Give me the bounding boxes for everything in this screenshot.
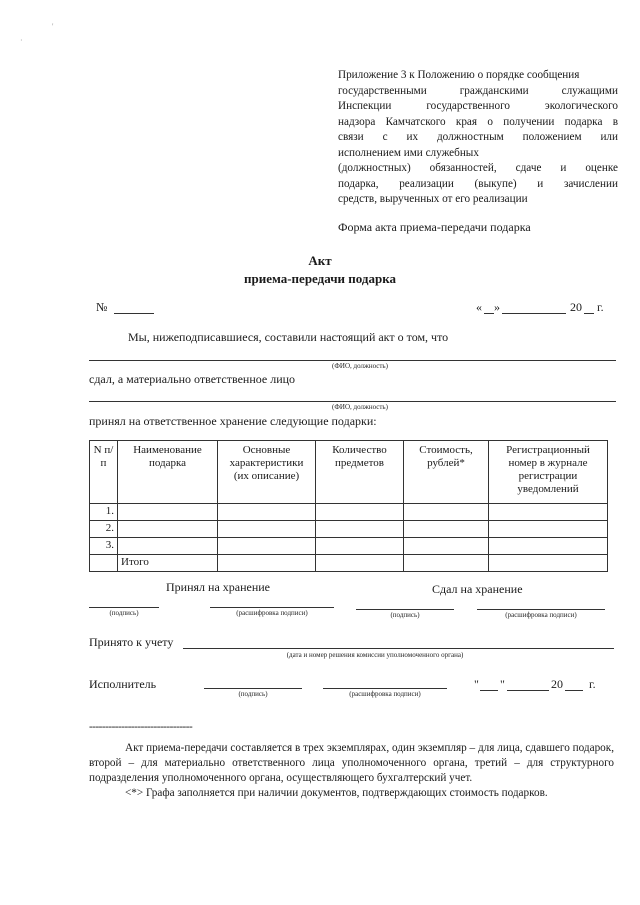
col-header-characteristics: Основные характеристики (их описание) (218, 441, 316, 504)
footnote-separator: -------------------------------- (89, 721, 193, 733)
gifts-table (89, 440, 608, 572)
handed-signature-field[interactable] (356, 609, 454, 610)
accepted-signature-field[interactable] (89, 607, 159, 608)
table-cell[interactable] (316, 555, 404, 572)
scan-mark: · (20, 36, 23, 45)
table-cell[interactable] (404, 538, 489, 555)
caption-fio: (ФИО, должность) (332, 403, 388, 411)
appendix-line: (должностных) обязанностей, сдаче и оценке (338, 162, 618, 174)
caption-decoding: (расшифровка подписи) (349, 690, 421, 698)
executor-date-quote-close: " (500, 677, 505, 691)
footnote-paragraph: Акт приема-передачи составляется в трех экземплярах, один экземпляр – для лица, сдавшего подарок, второй – для материально ответственного лица уполномоченного органа, третий – для структурного подразделения уполномоченного органа, осуществляющего бухгалтерский учет. (89, 742, 614, 784)
table-cell[interactable] (316, 538, 404, 555)
col-header-cost: Стоимость, рублей* (404, 441, 489, 504)
table-cell[interactable] (118, 538, 218, 555)
col-header-name: Наименование подарка (118, 441, 218, 504)
form-title: Форма акта приема-передачи подарка (338, 220, 531, 234)
executor-date-quote-open: " (474, 677, 479, 691)
fio-accepted-field[interactable] (89, 401, 616, 402)
table-cell: 1. (90, 504, 118, 521)
table-cell[interactable] (218, 538, 316, 555)
col-header-registration: Регистрационный номер в журнале регистрации уведомлений (489, 441, 608, 504)
table-cell[interactable] (404, 521, 489, 538)
caption-decoding: (расшифровка подписи) (236, 609, 308, 617)
table-cell[interactable] (489, 538, 608, 555)
accepted-text: принял на ответственное хранение следующие подарки: (89, 414, 377, 428)
executor-decoding-field[interactable] (323, 688, 447, 689)
executor-date-year-prefix: 20 (551, 677, 563, 691)
date-month-field[interactable] (502, 313, 566, 314)
appendix-line: Инспекции государственного экологического (338, 100, 618, 112)
footnote (89, 720, 614, 801)
handed-decoding-field[interactable] (477, 609, 605, 610)
appendix-line: Приложение 3 к Положению о порядке сообщения (338, 69, 580, 81)
date-quote-open: « (476, 300, 482, 314)
appendix-line: подарка, реализации (выкупе) и зачислении (338, 177, 618, 190)
table-row (90, 504, 608, 521)
table-cell (90, 555, 118, 572)
appendix-line: исполнением ими служебных (338, 146, 479, 159)
col-header-number: N п/п (90, 441, 118, 504)
date-year-prefix: 20 (570, 300, 582, 314)
col-header-quantity: Количество предметов (316, 441, 404, 504)
table-cell[interactable] (218, 504, 316, 521)
date-quote-close: » (494, 300, 500, 314)
date-day-field[interactable] (484, 313, 494, 314)
table-cell[interactable] (404, 555, 489, 572)
executor-date-suffix: г. (589, 677, 596, 691)
table-cell[interactable] (316, 504, 404, 521)
caption-signature: (подпись) (238, 690, 268, 698)
accounting-label: Принято к учету (89, 635, 174, 649)
caption-signature: (подпись) (109, 609, 139, 617)
table-cell[interactable] (404, 504, 489, 521)
table-cell[interactable] (489, 555, 608, 572)
appendix-line: государственными гражданскими служащими (338, 84, 618, 97)
handed-over-text: сдал, а материально ответственное лицо (89, 372, 296, 386)
table-header-row (90, 441, 608, 504)
caption-decoding: (расшифровка подписи) (505, 611, 577, 619)
executor-signature-field[interactable] (204, 688, 302, 689)
executor-date-month-field[interactable] (507, 690, 549, 691)
act-number-label: № (96, 300, 108, 314)
scan-mark: ' (52, 22, 54, 31)
table-row (90, 521, 608, 538)
table-row (90, 538, 608, 555)
executor-label: Исполнитель (89, 677, 157, 691)
title-line: приема-передачи подарка (243, 271, 396, 286)
table-cell[interactable] (218, 555, 316, 572)
date-year-suffix: г. (597, 300, 604, 314)
table-cell[interactable] (118, 521, 218, 538)
fio-handed-field[interactable] (89, 360, 616, 361)
caption-commission: (дата и номер решения комиссии уполномоченного органа) (286, 651, 464, 659)
accepted-decoding-field[interactable] (210, 607, 334, 608)
appendix-line: средств, вырученных от его реализации (338, 193, 528, 205)
appendix-header (338, 68, 618, 208)
intro-text: Мы, нижеподписавшиеся, составили настоящий акт о том, что (128, 330, 449, 344)
handed-storage-label: Сдал на хранение (432, 582, 523, 596)
appendix-line: надзора Камчатского края о получении подарка в (338, 115, 618, 128)
table-total-row (90, 555, 608, 572)
executor-date-year-field[interactable] (565, 690, 583, 691)
table-cell[interactable] (316, 521, 404, 538)
appendix-line: связи с их должностным положением или (338, 131, 618, 143)
act-number-field[interactable] (114, 313, 154, 314)
table-cell: 3. (90, 538, 118, 555)
caption-signature: (подпись) (390, 611, 420, 619)
footnote-paragraph: <*> Графа заполняется при наличии документов, подтверждающих стоимость подарков. (125, 787, 548, 799)
table-cell[interactable] (118, 504, 218, 521)
accepted-storage-label: Принял на хранение (166, 580, 271, 594)
table-cell[interactable] (489, 504, 608, 521)
date-year-field[interactable] (584, 313, 594, 314)
table-cell[interactable] (218, 521, 316, 538)
table-cell-total-label: Итого (118, 555, 218, 572)
table-cell[interactable] (489, 521, 608, 538)
document-title (0, 252, 640, 288)
caption-fio: (ФИО, должность) (332, 362, 388, 370)
executor-date-day-field[interactable] (480, 690, 498, 691)
title-line: Акт (308, 253, 332, 268)
accounting-field[interactable] (183, 648, 614, 649)
table-cell: 2. (90, 521, 118, 538)
